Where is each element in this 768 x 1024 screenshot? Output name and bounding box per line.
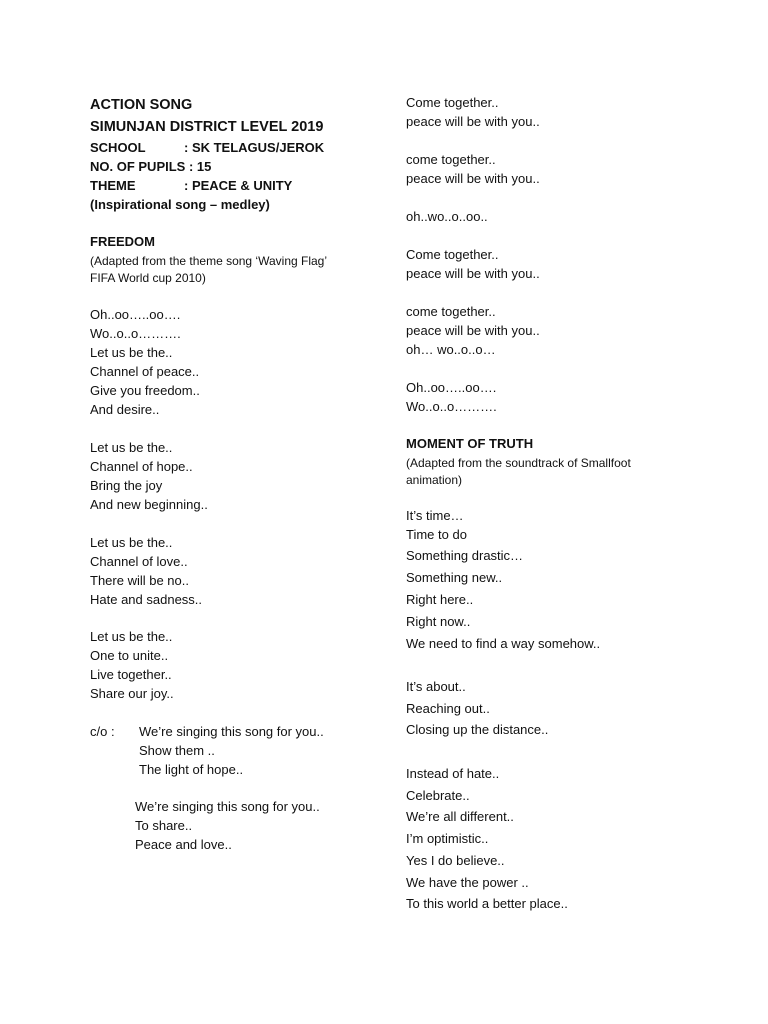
- lyric-line: Let us be the..: [90, 440, 173, 455]
- lyric-line: Reaching out..: [406, 701, 490, 716]
- lyric-line: Come together..: [406, 247, 499, 262]
- theme-label: THEME: [90, 178, 136, 193]
- freedom-note-1: (Adapted from the theme song ‘Waving Flag’: [90, 254, 328, 268]
- school-line: [90, 140, 324, 156]
- lyric-line: It’s about..: [406, 679, 466, 694]
- lyric-line: Something new..: [406, 570, 503, 585]
- lyric-line: Yes I do believe..: [406, 853, 505, 868]
- lyric-line: peace will be with you..: [406, 266, 540, 281]
- chorus-line: [90, 724, 324, 740]
- chorus-line: Peace and love..: [135, 837, 232, 852]
- lyric-line: We have the power ..: [406, 875, 529, 890]
- doc-title: ACTION SONG: [90, 97, 193, 113]
- chorus-line: To share..: [135, 818, 193, 833]
- lyric-line: Wo..o..o……….: [406, 399, 497, 414]
- lyric-line: We need to find a way somehow..: [406, 636, 601, 651]
- moment-note-1: (Adapted from the soundtrack of Smallfoot: [406, 456, 631, 470]
- genre-line: (Inspirational song – medley): [90, 197, 270, 212]
- lyric-line: Live together..: [90, 667, 172, 682]
- lyric-line: Time to do: [406, 527, 467, 542]
- lyric-line: It’s time…: [406, 508, 464, 523]
- lyric-line: come together..: [406, 304, 496, 319]
- lyric-line: Something drastic…: [406, 548, 524, 563]
- lyric-line: Instead of hate..: [406, 766, 500, 781]
- lyric-line: Oh..oo…..oo….: [90, 307, 181, 322]
- lyric-line: Share our joy..: [90, 686, 174, 701]
- lyric-line: come together..: [406, 152, 496, 167]
- pupils-line: NO. OF PUPILS : 15: [90, 159, 212, 174]
- lyric-line: And desire..: [90, 402, 160, 417]
- freedom-note-2: FIFA World cup 2010): [90, 271, 206, 285]
- lyric-line: To this world a better place..: [406, 896, 568, 911]
- lyric-line: Channel of love..: [90, 554, 188, 569]
- lyric-line: oh..wo..o..oo..: [406, 209, 488, 224]
- chorus-line: We’re singing this song for you..: [135, 799, 320, 814]
- lyric-line: Let us be the..: [90, 345, 173, 360]
- freedom-heading: FREEDOM: [90, 234, 155, 249]
- lyric-line: Come together..: [406, 95, 499, 110]
- lyric-line: peace will be with you..: [406, 114, 540, 129]
- lyric-line: There will be no..: [90, 573, 189, 588]
- chorus-line: The light of hope..: [139, 762, 244, 777]
- chorus-line: Show them ..: [139, 743, 215, 758]
- lyric-line: Channel of hope..: [90, 459, 193, 474]
- doc-subtitle: SIMUNJAN DISTRICT LEVEL 2019: [90, 119, 324, 135]
- lyric-line: peace will be with you..: [406, 323, 540, 338]
- lyric-line: And new beginning..: [90, 497, 208, 512]
- lyric-line: Celebrate..: [406, 788, 470, 803]
- lyric-line: oh… wo..o..o…: [406, 342, 496, 357]
- lyric-line: Channel of peace..: [90, 364, 200, 379]
- lyric-line: Right here..: [406, 592, 474, 607]
- lyric-line: Let us be the..: [90, 535, 173, 550]
- lyric-line: Give you freedom..: [90, 383, 200, 398]
- school-label: SCHOOL: [90, 140, 146, 155]
- lyric-line: I’m optimistic..: [406, 831, 489, 846]
- lyric-line: Hate and sadness..: [90, 592, 203, 607]
- lyric-line: One to unite..: [90, 648, 169, 663]
- moment-note-2: animation): [406, 473, 463, 487]
- lyric-line: Oh..oo…..oo….: [406, 380, 497, 395]
- lyric-line: Bring the joy: [90, 478, 163, 493]
- moment-heading: MOMENT OF TRUTH: [406, 436, 534, 451]
- school-value: : SK TELAGUS/JEROK: [184, 140, 325, 155]
- theme-value: : PEACE & UNITY: [184, 178, 293, 193]
- theme-line: [90, 178, 292, 194]
- lyric-line: peace will be with you..: [406, 171, 540, 186]
- lyric-line: Let us be the..: [90, 629, 173, 644]
- lyric-line: Right now..: [406, 614, 471, 629]
- lyric-line: Closing up the distance..: [406, 722, 549, 737]
- chorus-label: c/o :: [90, 724, 115, 739]
- chorus-text: We’re singing this song for you..: [139, 724, 324, 739]
- lyric-line: Wo..o..o……….: [90, 326, 181, 341]
- lyric-line: We’re all different..: [406, 809, 514, 824]
